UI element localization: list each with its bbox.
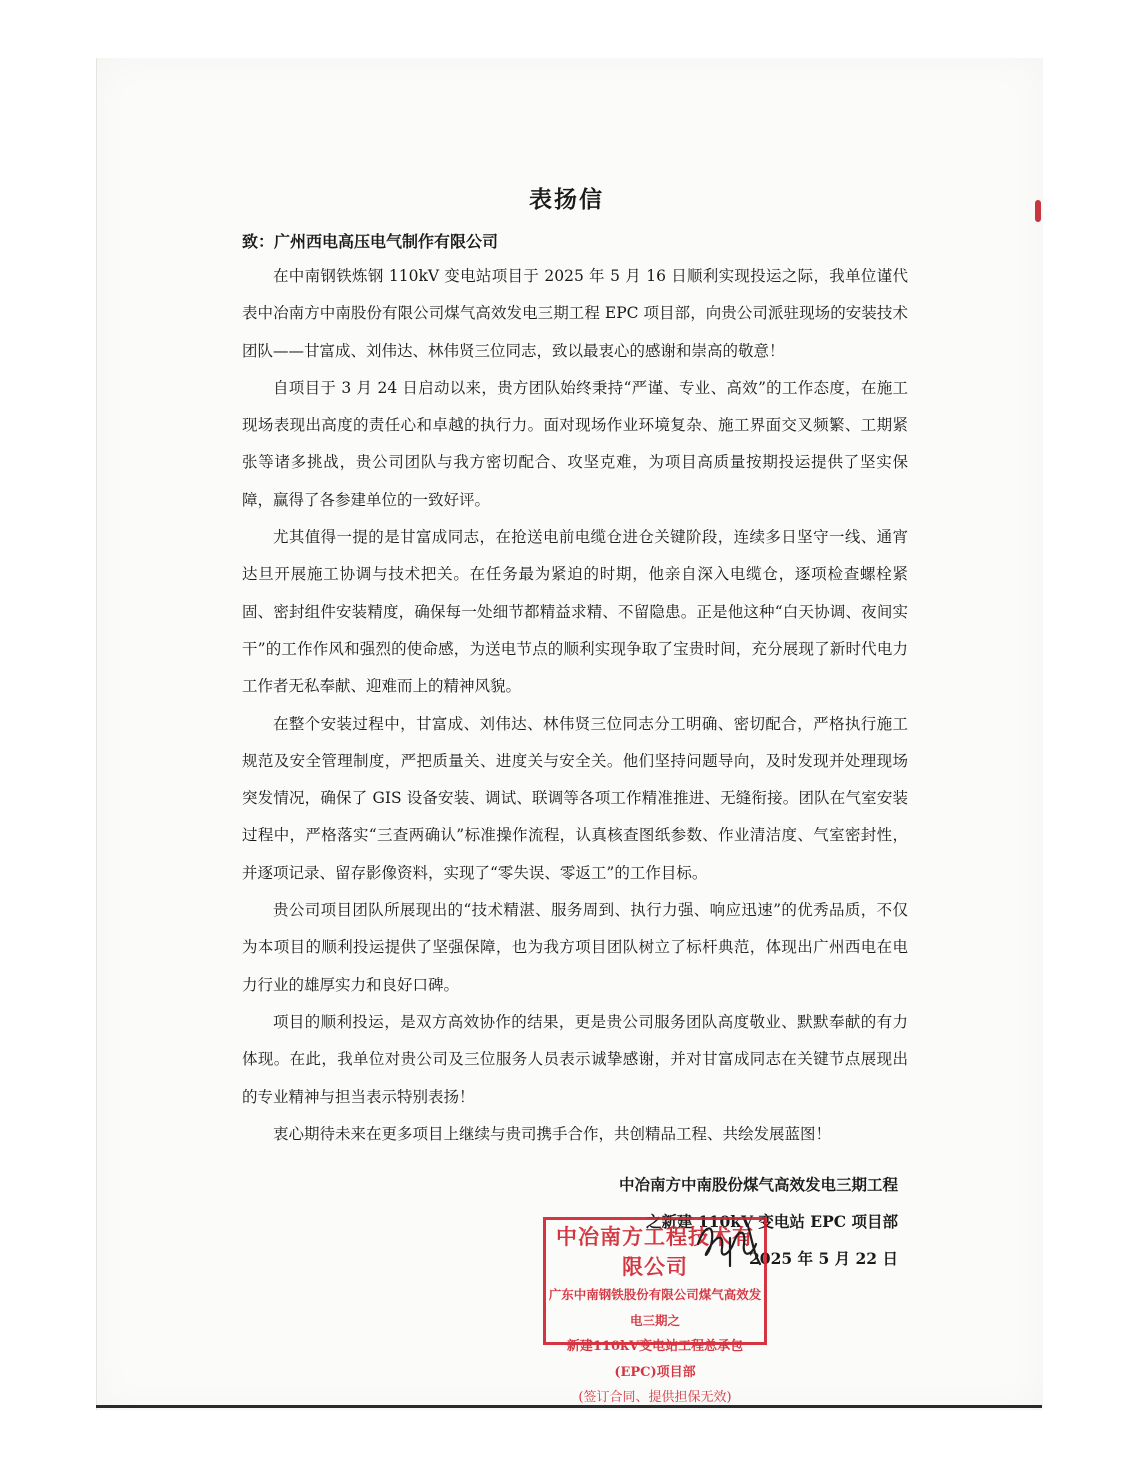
- stamp-line-2: 广东中南钢铁股份有限公司煤气高效发电三期之: [548, 1287, 762, 1328]
- letter-date: 2025 年 5 月 22 日: [749, 1249, 898, 1268]
- letter-title: 表扬信: [529, 186, 604, 213]
- paragraph-6: 项目的顺利投运，是双方高效协作的结果，更是贵公司服务团队高度敬业、默默奉献的有力体现。在此，我单位对贵公司及三位服务人员表示诚挚感谢，并对甘富成同志在关键节点展现出的专业精神与担当表示特别表扬！: [242, 1012, 908, 1106]
- paragraph-3: 尤其值得一提的是甘富成同志，在抢送电前电缆仓进仓关键阶段，连续多日坚守一线、通宵达旦开展施工协调与技术把关。在任务最为紧迫的时期，他亲自深入电缆仓，逐项检查螺栓紧固、密封组件安装精度，确保每一处细节都精益求精、不留隐患。正是他这种“白天协调、夜间实干”的工作作风和强烈的使命感，为送电节点的顺利实现争取了宝贵时间，充分展现了新时代电力工作者无私奉献、迎难而上的精神风貌。: [242, 528, 908, 696]
- paragraph-7: 衷心期待未来在更多项目上继续与贵司携手合作，共创精品工程、共绘发展蓝图！: [273, 1124, 832, 1143]
- paragraph-4: 在整个安装过程中，甘富成、刘伟达、林伟贤三位同志分工明确、密切配合，严格执行施工规范及安全管理制度，严把质量关、进度关与安全关。他们坚持问题导向，及时发现并处理现场突发情况，确保了 GIS 设备安装、调试、联调等各项工作精准推进、无缝衔接。团队在气室安装过程中，严格落实“三查两确认”标准操作流程，认真核查图纸参数、作业清洁度、气室密封性，并逐项记录、留存影像资料，实现了“零失误、零返工”的工作目标。: [242, 714, 908, 882]
- paragraph-2: 自项目于 3 月 24 日启动以来，贵方团队始终秉持“严谨、专业、高效”的工作态度，在施工现场表现出高度的责任心和卓越的执行力。面对现场作业环境复杂、施工界面交叉频繁、工期紧张等诸多挑战，贵公司团队与我方密切配合、攻坚克难，为项目高质量按期投运提供了坚实保障，赢得了各参建单位的一致好评。: [242, 378, 908, 509]
- letter-salutation: 致：广州西电高压电气制作有限公司: [242, 232, 499, 251]
- stamp-line-1: 中冶南方工程技术有限公司: [556, 1224, 754, 1279]
- letter-body: [242, 258, 908, 1153]
- paragraph-1: 在中南钢铁炼钢 110kV 变电站项目于 2025 年 5 月 16 日顺利实现投运之际，我单位谨代表中冶南方中南股份有限公司煤气高效发电三期工程 EPC 项目部，向贵公司派驻现场的安装技术团队——甘富成、刘伟达、林伟贤三位同志，致以最衷心的感谢和崇高的敬意！: [242, 267, 908, 360]
- signer-org-line-1: 中冶南方中南股份煤气高效发电三期工程: [618, 1175, 898, 1194]
- signer-org-line-2: 之新建 110kV 变电站 EPC 项目部: [645, 1212, 898, 1231]
- paragraph-5: 贵公司项目团队所展现出的“技术精湛、服务周到、执行力强、响应迅速”的优秀品质，不仅为本项目的顺利投运提供了坚强保障，也为我方项目团队树立了标杆典范，体现出广州西电在电力行业的雄厚实力和良好口碑。: [242, 901, 908, 994]
- handwritten-signature-icon: [690, 1214, 770, 1274]
- stamp-line-3: 新建110kV变电站工程总承包(EPC)项目部: [566, 1339, 744, 1380]
- stamp-line-4: (签订合同、提供担保无效): [578, 1390, 732, 1405]
